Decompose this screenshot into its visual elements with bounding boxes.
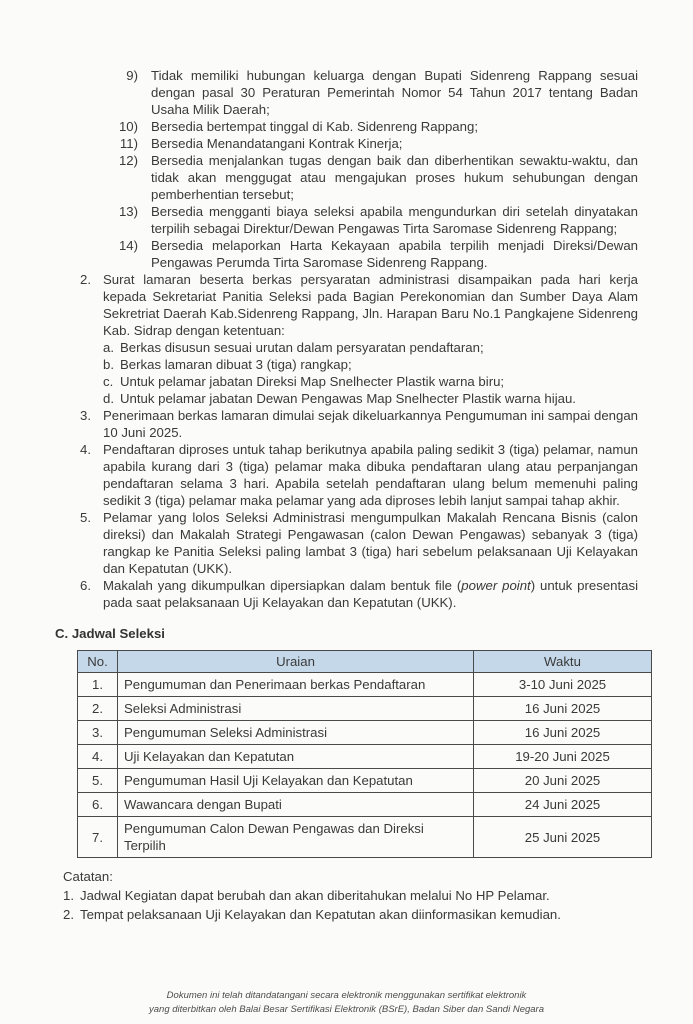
cell-uraian: Seleksi Administrasi [118,697,474,721]
note-item [63,906,638,923]
item-text: Berkas disusun sesuai urutan dalam persyaratan pendaftaran; [120,340,484,355]
jadwal-seleksi-table [77,650,652,858]
cell-no: 2. [78,697,118,721]
cell-no: 5. [78,769,118,793]
item-number: 6. [80,578,91,593]
table-row [78,817,652,858]
cell-waktu: 3-10 Juni 2025 [474,673,652,697]
note-text: Jadwal Kegiatan dapat berubah dan akan diberitahukan melalui No HP Pelamar. [80,888,550,903]
list-item [110,152,638,203]
note-number: 1. [63,888,74,903]
item-text: Tidak memiliki hubungan keluarga dengan Bupati Sidenreng Rappang sesuai dengan pasal 30 Peraturan Pemerintah Nomor 54 Tahun 2017 tentang Badan Usaha Milik Daerah; [151,68,638,117]
requirements-list [110,67,638,271]
item-number: 5. [80,510,91,525]
table-header-row [78,651,652,673]
item-text: Surat lamaran beserta berkas persyaratan administrasi disampaikan pada hari kerja kepada Sekretariat Panitia Seleksi pada Bagian Perekonomian dan Sumber Daya Alam Sekretriat Daerah Kab.Sidenreng Rappang, Jln. Harapan Baru No.1 Pangkajene Sidenreng Kab. Sidrap dengan ketentuan: [103,272,638,338]
note-text: Tempat pelaksanaan Uji Kelayakan dan Kepatutan akan diinformasikan kemudian. [80,907,561,922]
item-text: Berkas lamaran dibuat 3 (tiga) rangkap; [120,357,352,372]
notes-section [63,868,638,923]
list-item [110,237,638,271]
cell-no: 1. [78,673,118,697]
list-item [80,407,638,441]
item-letter: c. [103,374,114,389]
item-text: ) untuk presentasi pada saat pelaksanaan Uji Kelayakan dan Kepatutan (UKK). [103,578,639,610]
item-letter: b. [103,357,114,372]
column-header-uraian: Uraian [118,651,474,673]
list-item [80,271,638,407]
table-row [78,721,652,745]
section-c-heading: C. Jadwal Seleksi [55,626,165,641]
item-text: Makalah yang dikumpulkan dipersiapkan dalam bentuk file ( [103,578,462,593]
item-text: Untuk pelamar jabatan Direksi Map Snelhecter Plastik warna biru; [120,374,505,389]
cell-waktu: 25 Juni 2025 [474,817,652,858]
item-body [103,577,638,611]
table-row [78,793,652,817]
cell-no: 4. [78,745,118,769]
cell-uraian: Wawancara dengan Bupati [118,793,474,817]
item-letter: a. [103,340,114,355]
item-text: Pendaftaran diproses untuk tahap berikutnya apabila paling sedikit 3 (tiga) pelamar, namun apabila kurang dari 3 (tiga) pelamar maka dibuka pendaftaran ulang atau perpanjangan pendaftaran selama 3 hari. Apabila setelah pendaftaran ulang belum memenuhi paling sedikit 3 (tiga) pelamar maka pelamar yang ada diproses lebih lanjut sampai tahap akhir. [103,442,638,508]
cell-uraian: Pengumuman Hasil Uji Kelayakan dan Kepatutan [118,769,474,793]
item-number: 9) [126,68,138,83]
notes-title: Catatan: [63,869,113,884]
cell-waktu: 16 Juni 2025 [474,721,652,745]
note-item [63,887,638,904]
item-text-italic: power point [461,578,531,593]
note-number: 2. [63,907,74,922]
item-text: Bersedia Menandatangani Kontrak Kinerja; [151,136,403,151]
item-text: Bersedia mengganti biaya seleksi apabila mengundurkan diri setelah dinyatakan terpilih sebagai Direktur/Dewan Pengawas Tirta Saromase Sidenreng Rappang; [151,204,638,236]
list-item [80,577,638,611]
item-number: 11) [119,136,138,151]
item-number: 13) [118,204,138,219]
table-row [78,673,652,697]
cell-uraian: Pengumuman Calon Dewan Pengawas dan Direksi Terpilih [118,817,474,858]
item-number: 14) [118,238,138,253]
cell-no: 3. [78,721,118,745]
item-number: 10) [118,119,138,134]
cell-no: 6. [78,793,118,817]
list-item [103,390,638,407]
item-letter: d. [103,391,114,406]
item-text: Bersedia menjalankan tugas dengan baik dan diberhentikan sewaktu-waktu, dan tidak akan menggugat atau mengajukan proses hukum sehubungan dengan pemberhentian tersebut; [151,153,638,202]
esignature-footer [0,989,693,1016]
item-number: 12) [118,153,138,168]
list-item [80,509,638,577]
column-header-waktu: Waktu [474,651,652,673]
item-body [103,271,638,407]
cell-uraian: Uji Kelayakan dan Kepatutan [118,745,474,769]
item-number: 4. [80,442,91,457]
list-item [110,118,638,135]
item-text: Pelamar yang lolos Seleksi Administrasi mengumpulkan Makalah Rencana Bisnis (calon direksi) dan Makalah Strategi Pengawasan (calon Dewan Pengawas) sebanyak 3 (tiga) rangkap ke Panitia Seleksi paling lambat 3 (tiga) hari sebelum pelaksanaan Uji Kelayakan dan Kepatutan (UKK). [103,510,638,576]
cell-waktu: 24 Juni 2025 [474,793,652,817]
item-number: 3. [80,408,91,423]
list-item [103,339,638,356]
item-text: Penerimaan berkas lamaran dimulai sejak dikeluarkannya Pengumuman ini sampai dengan 10 Juni 2025. [103,408,638,440]
item-text: Untuk pelamar jabatan Dewan Pengawas Map Snelhecter Plastik warna hijau. [120,391,576,406]
list-item [110,203,638,237]
column-header-no: No. [78,651,118,673]
table-row [78,745,652,769]
cell-uraian: Pengumuman Seleksi Administrasi [118,721,474,745]
list-item [110,135,638,152]
list-item [103,356,638,373]
item-text: Bersedia bertempat tinggal di Kab. Sidenreng Rappang; [151,119,478,134]
table-row [78,697,652,721]
cell-waktu: 16 Juni 2025 [474,697,652,721]
cell-no: 7. [78,817,118,858]
cell-waktu: 19-20 Juni 2025 [474,745,652,769]
cell-uraian: Pengumuman dan Penerimaan berkas Pendaftaran [118,673,474,697]
footer-line-2: yang diterbitkan oleh Balai Besar Sertifikasi Elektronik (BSrE), Badan Siber dan Sandi Negara [149,1003,544,1015]
table-row [78,769,652,793]
list-item [80,441,638,509]
item-text: Bersedia melaporkan Harta Kekayaan apabila terpilih menjadi Direksi/Dewan Pengawas Perumda Tirta Saromase Sidenreng Rappang. [151,238,638,270]
list-item [110,67,638,118]
footer-line-1: Dokumen ini telah ditandatangani secara elektronik menggunakan sertifikat elektronik [166,990,527,1001]
list-item [103,373,638,390]
lettered-sublist [103,339,638,407]
item-number: 2. [80,272,91,287]
cell-waktu: 20 Juni 2025 [474,769,652,793]
